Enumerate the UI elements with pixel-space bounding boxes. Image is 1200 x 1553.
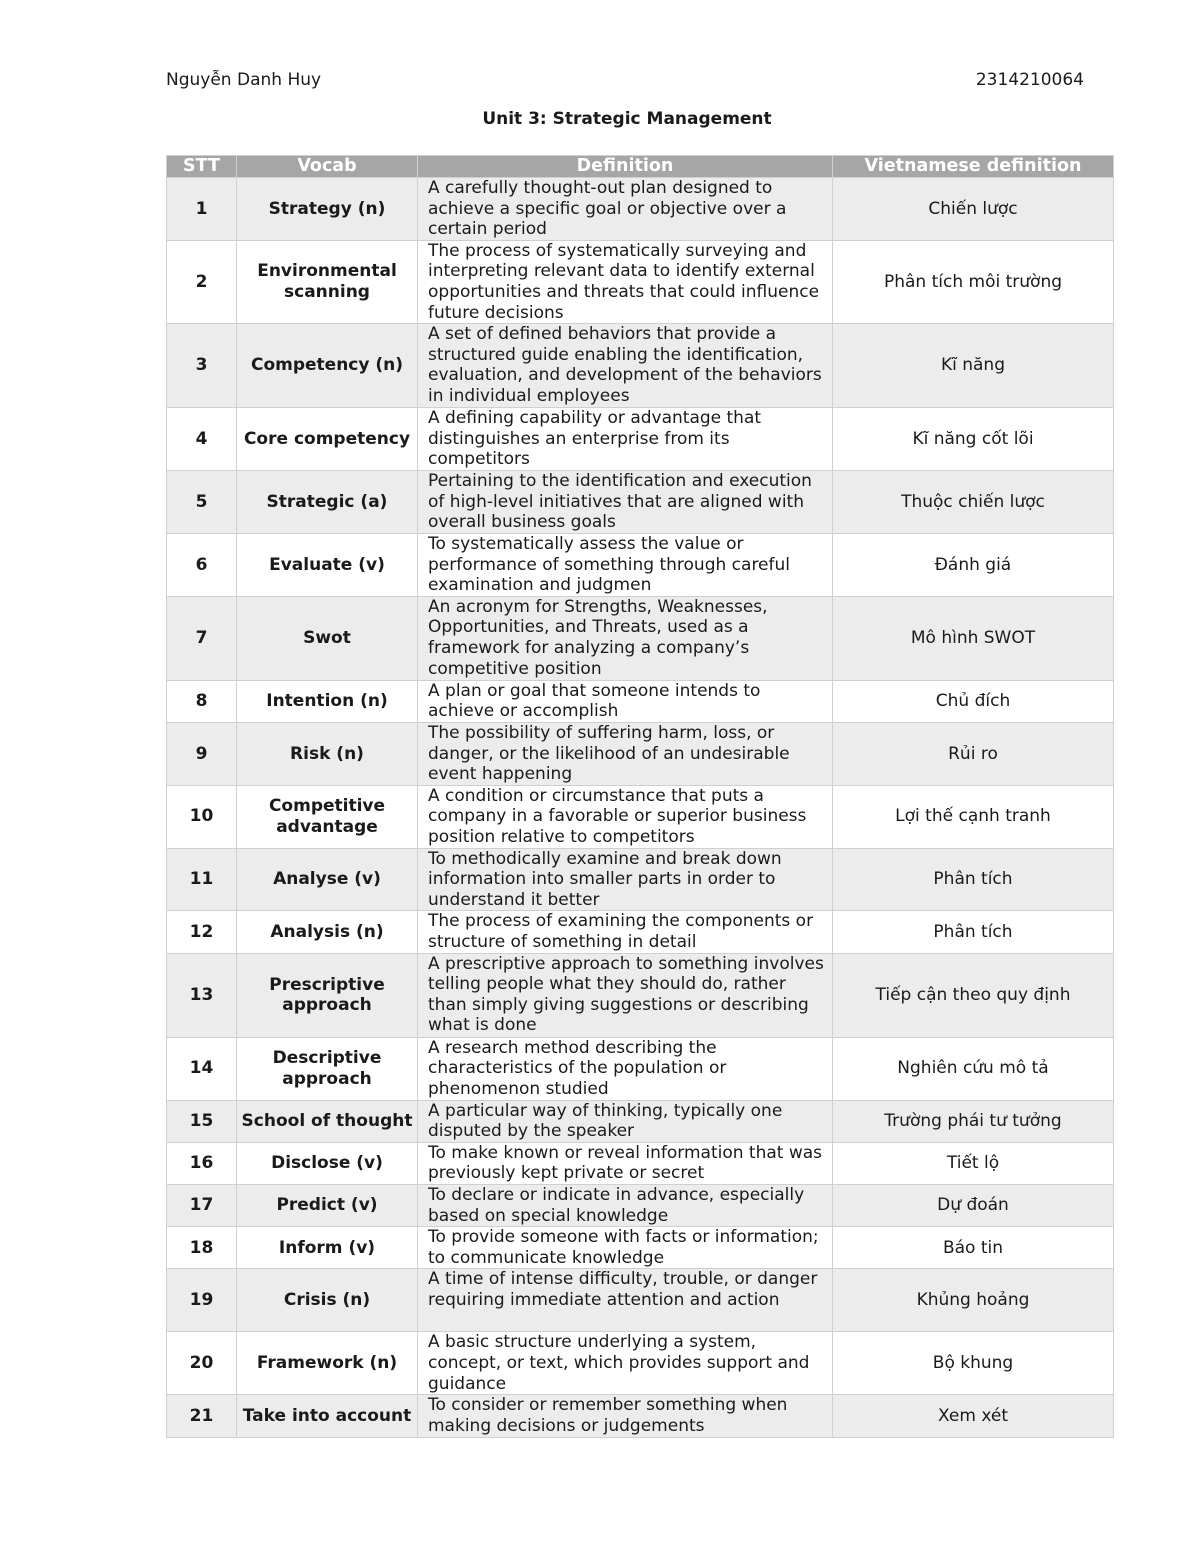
vietnamese-definition: Kĩ năng cốt lõi [833,408,1114,471]
definition-text: A basic structure underlying a system, concept, or text, which provides support and guidance [418,1332,833,1395]
definition-text: A carefully thought-out plan designed to achieve a specific goal or objective over a certain period [418,178,833,241]
column-header-vietnamese-definition: Vietnamese definition [833,156,1114,178]
table-row [167,722,1114,785]
table-row [167,848,1114,911]
vietnamese-definition: Khủng hoảng [833,1269,1114,1332]
vietnamese-definition: Mô hình SWOT [833,596,1114,680]
vietnamese-definition: Chiến lược [833,178,1114,241]
table-row [167,533,1114,596]
vocab-term: Analyse (v) [237,848,418,911]
definition-text: To provide someone with facts or information; to communicate knowledge [418,1227,833,1269]
student-id: 2314210064 [975,70,1084,90]
table-row [167,1185,1114,1227]
row-number: 2 [167,240,237,323]
column-header-vocab: Vocab [237,156,418,178]
vocab-term: Risk (n) [237,722,418,785]
row-number: 5 [167,470,237,533]
definition-text: To declare or indicate in advance, especially based on special knowledge [418,1185,833,1227]
table-row [167,1037,1114,1100]
vietnamese-definition: Đánh giá [833,533,1114,596]
vietnamese-definition: Tiết lộ [833,1142,1114,1184]
definition-text: A condition or circumstance that puts a company in a favorable or superior business position relative to competitors [418,785,833,848]
row-number: 20 [167,1332,237,1395]
vocab-term: Environmental scanning [237,240,418,323]
vocab-term: Strategy (n) [237,178,418,241]
vocab-term: Inform (v) [237,1227,418,1269]
vocab-term: Prescriptive approach [237,953,418,1037]
table-row [167,1269,1114,1332]
definition-text: The process of examining the components or structure of something in detail [418,911,833,953]
vocab-term: Competitive advantage [237,785,418,848]
vocabulary-table [166,155,1114,1438]
definition-text: A plan or goal that someone intends to achieve or accomplish [418,680,833,722]
row-number: 18 [167,1227,237,1269]
row-number: 16 [167,1142,237,1184]
author-name: Nguyễn Danh Huy [166,70,322,90]
row-number: 8 [167,680,237,722]
row-number: 12 [167,911,237,953]
vietnamese-definition: Thuộc chiến lược [833,470,1114,533]
vocab-term: Core competency [237,408,418,471]
vietnamese-definition: Báo tin [833,1227,1114,1269]
vietnamese-definition: Lợi thế cạnh tranh [833,785,1114,848]
table-row [167,470,1114,533]
table-row [167,1332,1114,1395]
definition-text: A research method describing the characteristics of the population or phenomenon studied [418,1037,833,1100]
vocab-term: Evaluate (v) [237,533,418,596]
document-title: Unit 3: Strategic Management [482,109,772,129]
table-body [167,178,1114,1438]
vocab-term: Analysis (n) [237,911,418,953]
vocab-term: Take into account [237,1395,418,1437]
row-number: 7 [167,596,237,680]
definition-text: To systematically assess the value or performance of something through careful examination and judgmen [418,533,833,596]
table-row [167,596,1114,680]
vietnamese-definition: Bộ khung [833,1332,1114,1395]
definition-text: A prescriptive approach to something involves telling people what they should do, rather than simply giving suggestions or describing what is done [418,953,833,1037]
row-number: 17 [167,1185,237,1227]
vietnamese-definition: Kĩ năng [833,324,1114,408]
vocab-term: Framework (n) [237,1332,418,1395]
row-number: 19 [167,1269,237,1332]
table-row [167,680,1114,722]
table-row [167,240,1114,323]
vocab-term: Disclose (v) [237,1142,418,1184]
vocab-term: Swot [237,596,418,680]
table-row [167,953,1114,1037]
table-row [167,1100,1114,1142]
definition-text: A particular way of thinking, typically one disputed by the speaker [418,1100,833,1142]
vocab-term: Competency (n) [237,324,418,408]
row-number: 14 [167,1037,237,1100]
vocab-term: Predict (v) [237,1185,418,1227]
table-row [167,324,1114,408]
column-header-definition: Definition [418,156,833,178]
row-number: 11 [167,848,237,911]
vietnamese-definition: Nghiên cứu mô tả [833,1037,1114,1100]
vocab-term: School of thought [237,1100,418,1142]
table-row [167,178,1114,241]
table-row [167,1395,1114,1437]
vocab-term: Crisis (n) [237,1269,418,1332]
table-header-row [167,156,1114,178]
table-row [167,1227,1114,1269]
definition-text: The process of systematically surveying and interpreting relevant data to identify external opportunities and threats that could influence future decisions [418,240,833,323]
row-number: 1 [167,178,237,241]
definition-text: Pertaining to the identification and execution of high-level initiatives that are aligned with overall business goals [418,470,833,533]
column-header-stt: STT [167,156,237,178]
row-number: 4 [167,408,237,471]
row-number: 3 [167,324,237,408]
vietnamese-definition: Dự đoán [833,1185,1114,1227]
vietnamese-definition: Phân tích [833,848,1114,911]
table-row [167,911,1114,953]
vietnamese-definition: Phân tích [833,911,1114,953]
vietnamese-definition: Trường phái tư tưởng [833,1100,1114,1142]
table-row [167,408,1114,471]
definition-text: To methodically examine and break down information into smaller parts in order to understand it better [418,848,833,911]
row-number: 21 [167,1395,237,1437]
definition-text: A set of defined behaviors that provide a structured guide enabling the identification, evaluation, and development of the behaviors in individual employees [418,324,833,408]
definition-text: To make known or reveal information that was previously kept private or secret [418,1142,833,1184]
row-number: 15 [167,1100,237,1142]
row-number: 13 [167,953,237,1037]
definition-text: An acronym for Strengths, Weaknesses, Opportunities, and Threats, used as a framework for analyzing a company’s competitive position [418,596,833,680]
definition-text: The possibility of suffering harm, loss, or danger, or the likelihood of an undesirable event happening [418,722,833,785]
vietnamese-definition: Xem xét [833,1395,1114,1437]
row-number: 9 [167,722,237,785]
vocab-term: Intention (n) [237,680,418,722]
vietnamese-definition: Rủi ro [833,722,1114,785]
vocab-term: Strategic (a) [237,470,418,533]
definition-text: A time of intense difficulty, trouble, or danger requiring immediate attention and action [418,1269,833,1332]
vietnamese-definition: Tiếp cận theo quy định [833,953,1114,1037]
vietnamese-definition: Chủ đích [833,680,1114,722]
vietnamese-definition: Phân tích môi trường [833,240,1114,323]
definition-text: To consider or remember something when making decisions or judgements [418,1395,833,1437]
table-row [167,785,1114,848]
definition-text: A defining capability or advantage that distinguishes an enterprise from its competitors [418,408,833,471]
row-number: 10 [167,785,237,848]
table-row [167,1142,1114,1184]
vocab-term: Descriptive approach [237,1037,418,1100]
row-number: 6 [167,533,237,596]
